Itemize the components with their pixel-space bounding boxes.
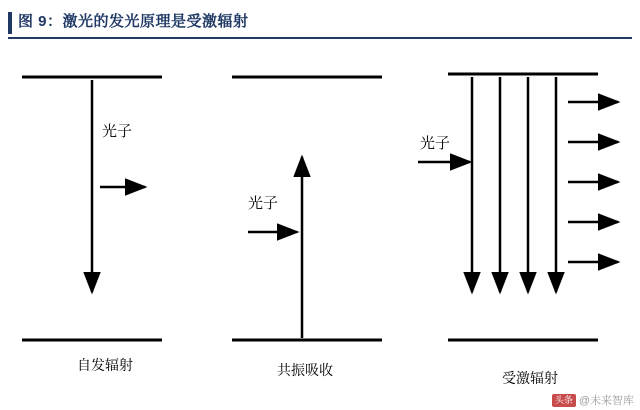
caption-spontaneous-emission: 自发辐射	[77, 357, 133, 373]
watermark-text: @未来智库	[578, 395, 634, 407]
page-title	[18, 10, 249, 34]
panel-spontaneous-emission	[22, 77, 162, 340]
photon-label-stimulated: 光子	[420, 135, 451, 152]
watermark-badge: 头条	[552, 394, 576, 407]
figure-title-bar	[8, 10, 632, 40]
title-underline	[8, 37, 632, 39]
caption-stimulated-emission: 受激辐射	[502, 370, 558, 386]
title-accent-bar	[8, 12, 12, 34]
photon-label-absorption: 光子	[248, 195, 279, 212]
figure-title: 激光的发光原理是受激辐射	[62, 13, 249, 30]
figure-label: 图 9：	[18, 13, 63, 30]
panel-stimulated-emission	[418, 74, 618, 340]
photon-label-spontaneous: 光子	[102, 123, 133, 140]
caption-resonant-absorption: 共振吸收	[277, 362, 333, 378]
watermark	[552, 392, 634, 408]
